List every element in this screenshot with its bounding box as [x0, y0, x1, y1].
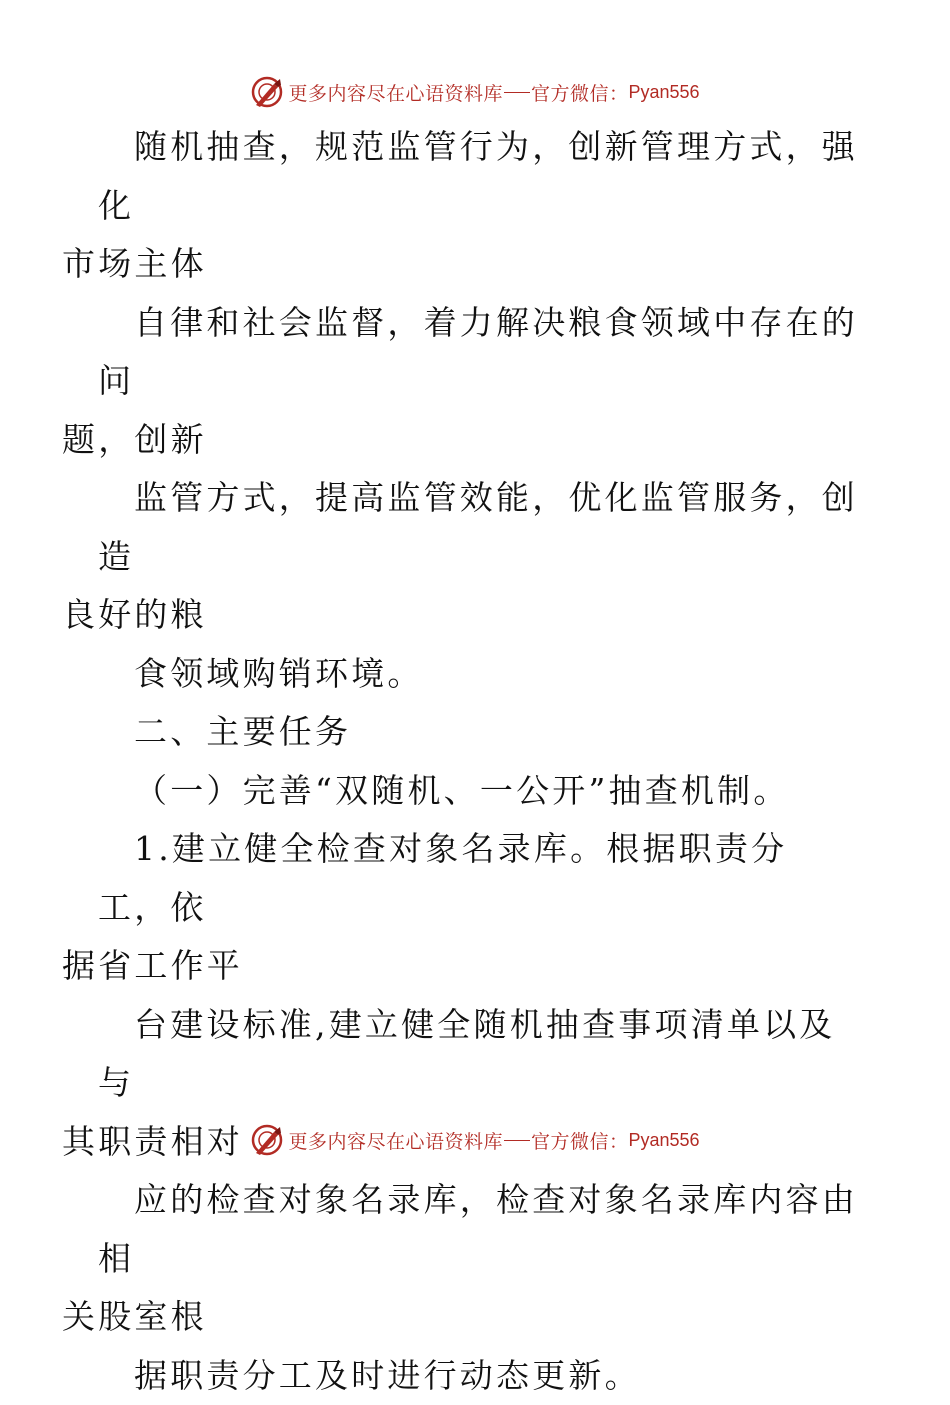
paragraph: 应的检查对象名录库，检查对象名录库内容由相 关股室根	[98, 1171, 858, 1347]
subsection-heading: （一）完善“双随机、一公开”抽查机制。	[98, 762, 858, 821]
header-watermark-text: 更多内容尽在心语资料库	[288, 79, 503, 106]
footer-wechat-label: 官方微信：	[531, 1127, 629, 1154]
footer-wechat-id: Pyan556	[628, 1130, 699, 1151]
paragraph: 1.建立健全检查对象名录库。根据职责分工，依 据省工作平	[98, 820, 858, 996]
document-body	[98, 118, 858, 1405]
paragraph: 监管方式，提高监管效能，优化监管服务，创造 良好的粮	[98, 469, 858, 645]
header-watermark	[0, 72, 950, 112]
header-dash	[504, 92, 530, 93]
paragraph: 据职责分工及时进行动态更新。	[98, 1347, 858, 1405]
paragraph: 随机抽查，规范监管行为，创新管理方式，强化 市场主体	[98, 118, 858, 294]
header-wechat-id: Pyan556	[628, 82, 699, 103]
section-heading: 二、主要任务	[98, 703, 858, 762]
pen-logo-icon	[250, 1123, 284, 1157]
footer-watermark-text: 更多内容尽在心语资料库	[288, 1127, 503, 1154]
paragraph: 食领域购销环境。	[98, 645, 858, 704]
pen-logo-icon	[250, 75, 284, 109]
footer-dash	[504, 1140, 530, 1141]
header-wechat-label: 官方微信：	[531, 79, 629, 106]
paragraph: 台建设标准,建立健全随机抽查事项清单以及与 其职责相对	[98, 996, 858, 1172]
paragraph: 自律和社会监督，着力解决粮食领域中存在的问 题，创新	[98, 294, 858, 470]
footer-watermark	[0, 1120, 950, 1160]
